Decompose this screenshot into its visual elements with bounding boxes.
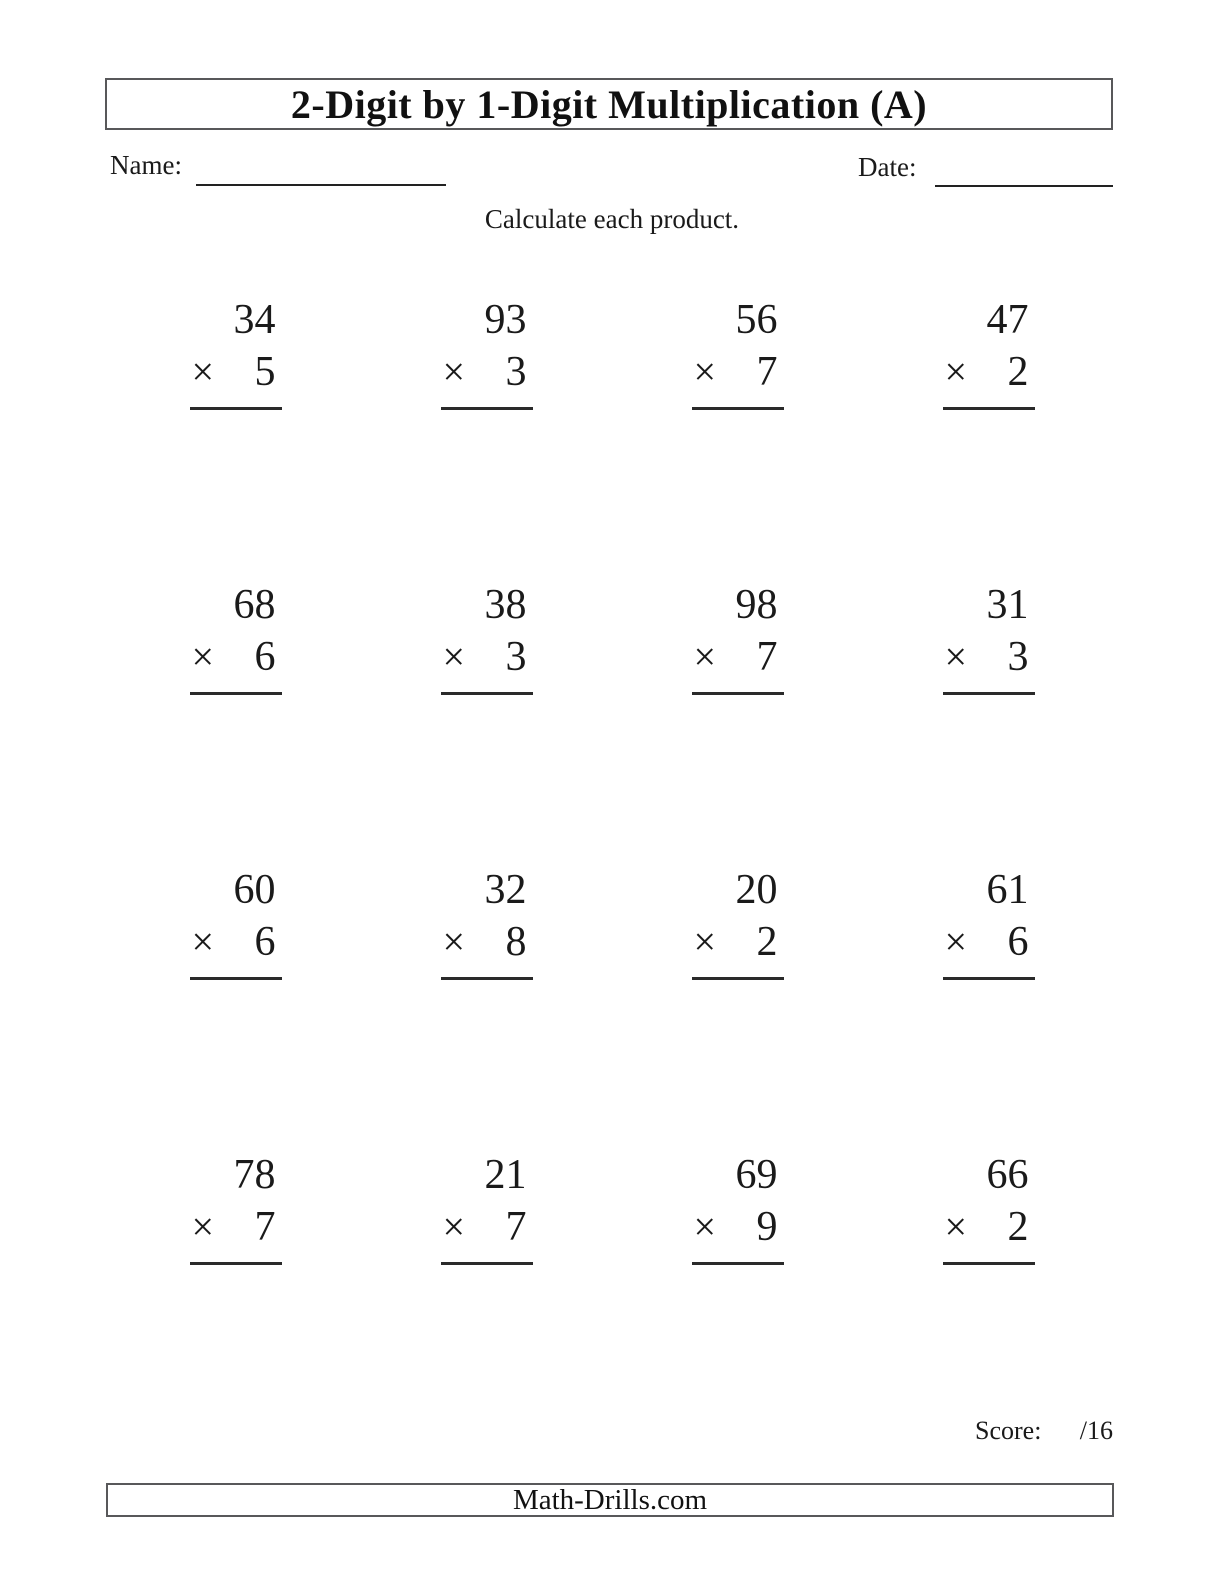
problem-multiplier: 9: [756, 1204, 778, 1250]
multiply-sign: ×: [944, 919, 968, 964]
page-title: 2-Digit by 1-Digit Multiplication (A): [290, 81, 928, 127]
problem-cell: [110, 565, 361, 850]
problems-grid: [110, 280, 1114, 1420]
instruction-text: Calculate each product.: [484, 204, 740, 234]
problem-top-number: 66: [986, 1152, 1029, 1198]
multiply-sign: ×: [693, 634, 717, 679]
problem-multiplier: 6: [254, 919, 276, 965]
name-label: Name:: [110, 150, 182, 180]
problem-top-number: 68: [233, 582, 276, 628]
problem: [692, 579, 784, 695]
problem-multiplier: 6: [254, 634, 276, 680]
title-box: [105, 78, 1113, 130]
problem-cell: [863, 1135, 1114, 1420]
date-label: Date:: [858, 152, 917, 182]
problem-cell: [863, 565, 1114, 850]
multiply-sign: ×: [191, 919, 215, 964]
problem-top-number: 34: [233, 297, 276, 343]
problem-cell: [361, 1135, 612, 1420]
problem: [692, 864, 784, 980]
problem-multiply-row: [190, 1201, 282, 1253]
date-blank-line: [935, 185, 1113, 187]
problem-cell: [110, 1135, 361, 1420]
problem-top-number: 69: [735, 1152, 778, 1198]
problem-multiply-row: [943, 346, 1035, 398]
problem-cell: [612, 280, 863, 565]
problem-top-number: 38: [484, 582, 527, 628]
score-row: [975, 1416, 1113, 1446]
footer-brand: Math-Drills.com: [512, 1483, 708, 1516]
problem-multiplier: 7: [254, 1204, 276, 1250]
problem-cell: [863, 850, 1114, 1135]
problem-top-number: 56: [735, 297, 778, 343]
score-value: /16: [1079, 1416, 1113, 1445]
problem-top-number: 20: [735, 867, 778, 913]
problem: [441, 579, 533, 695]
problem-top-number: 78: [233, 1152, 276, 1198]
problem: [441, 294, 533, 410]
problem-multiply-row: [943, 1201, 1035, 1253]
problem-multiplier: 7: [505, 1204, 527, 1250]
multiply-sign: ×: [442, 634, 466, 679]
multiply-sign: ×: [442, 919, 466, 964]
problem-multiply-row: [943, 631, 1035, 683]
problem-top-number: 98: [735, 582, 778, 628]
problem-multiplier: 3: [505, 349, 527, 395]
problem-multiply-row: [692, 916, 784, 968]
problem-multiply-row: [190, 916, 282, 968]
multiply-sign: ×: [442, 1204, 466, 1249]
problem: [943, 864, 1035, 980]
problem-top-number: 60: [233, 867, 276, 913]
problem: [190, 294, 282, 410]
problem-top-number: 61: [986, 867, 1029, 913]
problem-top-number: 31: [986, 582, 1029, 628]
problem-multiplier: 2: [756, 919, 778, 965]
multiply-sign: ×: [191, 634, 215, 679]
problem: [943, 294, 1035, 410]
problem-top-number: 21: [484, 1152, 527, 1198]
problem-cell: [612, 1135, 863, 1420]
problem-cell: [612, 565, 863, 850]
problem-cell: [361, 280, 612, 565]
problem-multiply-row: [692, 631, 784, 683]
problem-cell: [110, 280, 361, 565]
problem-top-number: 47: [986, 297, 1029, 343]
problem: [190, 579, 282, 695]
problem-cell: [612, 850, 863, 1135]
multiply-sign: ×: [944, 634, 968, 679]
problem-multiply-row: [441, 631, 533, 683]
problem-multiply-row: [943, 916, 1035, 968]
problem-multiplier: 7: [756, 349, 778, 395]
problem-multiplier: 6: [1007, 919, 1029, 965]
problem: [190, 864, 282, 980]
problem-multiplier: 2: [1007, 1204, 1029, 1250]
problem-top-number: 32: [484, 867, 527, 913]
problem-cell: [361, 565, 612, 850]
problem-multiply-row: [190, 346, 282, 398]
multiply-sign: ×: [442, 349, 466, 394]
problem-multiply-row: [692, 346, 784, 398]
multiply-sign: ×: [693, 919, 717, 964]
name-blank-line: [196, 184, 446, 186]
problem-multiplier: 5: [254, 349, 276, 395]
problem: [441, 864, 533, 980]
problem: [692, 294, 784, 410]
problem-multiplier: 2: [1007, 349, 1029, 395]
multiply-sign: ×: [693, 1204, 717, 1249]
problem-multiply-row: [441, 1201, 533, 1253]
multiply-sign: ×: [944, 349, 968, 394]
problem: [943, 579, 1035, 695]
multiply-sign: ×: [191, 1204, 215, 1249]
problem-multiplier: 7: [756, 634, 778, 680]
problem-multiply-row: [441, 916, 533, 968]
problem-multiplier: 8: [505, 919, 527, 965]
problem-cell: [110, 850, 361, 1135]
multiply-sign: ×: [693, 349, 717, 394]
problem-multiplier: 3: [1007, 634, 1029, 680]
problem-cell: [361, 850, 612, 1135]
problem: [441, 1149, 533, 1265]
problem: [692, 1149, 784, 1265]
problem-top-number: 93: [484, 297, 527, 343]
problem-cell: [863, 280, 1114, 565]
footer-box: [106, 1483, 1114, 1517]
score-label: Score:: [975, 1416, 1042, 1445]
multiply-sign: ×: [944, 1204, 968, 1249]
problem: [190, 1149, 282, 1265]
problem-multiply-row: [441, 346, 533, 398]
problem-multiply-row: [190, 631, 282, 683]
multiply-sign: ×: [191, 349, 215, 394]
problem: [943, 1149, 1035, 1265]
problem-multiply-row: [692, 1201, 784, 1253]
problem-multiplier: 3: [505, 634, 527, 680]
